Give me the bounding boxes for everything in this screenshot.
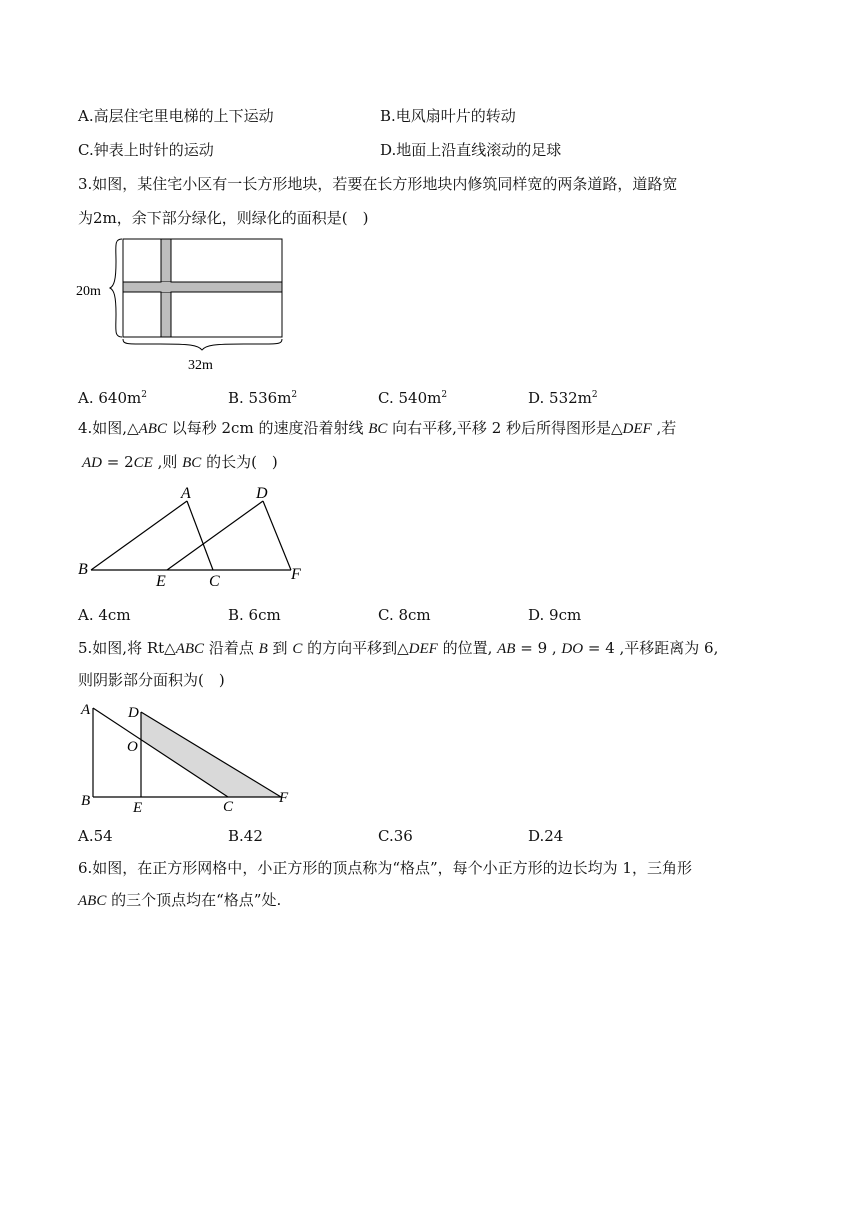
q6-text-line2: ABC 的三个顶点均在“格点”处. [78,891,282,909]
q5-label-b: B [81,793,91,809]
q4-triangles-figure [75,480,325,590]
q4-text-line2: AD = 2CE ,则 BC 的长为( ) [82,453,278,471]
q4-option-b: B. 6cm [228,606,281,624]
q5-label-a: A [81,702,91,718]
q5-option-d: D.24 [528,827,564,845]
q3-option-b: B. $536m^2$ [228,389,298,407]
q5-text-line1: 5.如图,将 Rt△ABC 沿着点 B 到 C 的方向平移到△DEF 的位置, AB = 9 , DO = 4 ,平移距离为 6, [78,639,719,657]
q5-text-line2: 则阴影部分面积为( ) [78,671,225,689]
q4-text-line1: 4.如图,△ABC 以每秒 2cm 的速度沿着射线 BC 向右平移,平移 2 秒后所得图形是△DEF ,若 [78,419,677,437]
q4-label-e: E [156,573,166,590]
q4-label-c: C [209,573,220,590]
q3-option-c: C. $540m^2$ [378,389,448,407]
q5-label-c: C [223,799,234,815]
q5-option-c: C.36 [378,827,413,845]
q2-option-b: B.电风扇叶片的转动 [380,107,516,125]
q3-option-a: A. $640m^2$ [78,389,147,407]
q3-height-label: 20m [76,284,101,299]
q3-width-label: 32m [188,358,213,373]
q3-text-line1: 3.如图，某住宅小区有一长方形地块，若要在长方形地块内修筑同样宽的两条道路，道路宽 [78,175,678,193]
q4-label-f: F [291,566,301,583]
q6-text-line1: 6.如图，在正方形网格中，小正方形的顶点称为“格点”，每个小正方形的边长均为 1，三角形 [78,859,692,877]
q5-label-e: E [133,800,143,816]
q4-option-c: C. 8cm [378,606,431,624]
q2-option-c: C.钟表上时针的运动 [78,141,214,159]
q2-option-a: A.高层住宅里电梯的上下运动 [78,107,274,125]
q4-option-d: D. 9cm [528,606,582,624]
q3-text-line2: 为2m，余下部分绿化，则绿化的面积是( ) [78,209,369,227]
q2-option-d: D.地面上沿直线滚动的足球 [380,141,562,159]
q4-label-a: A [181,485,191,502]
q4-option-a: A. 4cm [78,606,131,624]
q5-option-a: A.54 [78,827,113,845]
q4-label-b: B [78,561,88,578]
q5-label-d: D [128,705,139,721]
q5-triangles-figure [75,700,305,818]
q5-option-b: B.42 [228,827,263,845]
q4-label-d: D [256,485,268,502]
q5-label-f: F [279,790,289,806]
q5-label-o: O [127,739,138,755]
q3-option-d: D. $532m^2$ [528,389,598,407]
q3-rectangle-figure [70,232,300,372]
